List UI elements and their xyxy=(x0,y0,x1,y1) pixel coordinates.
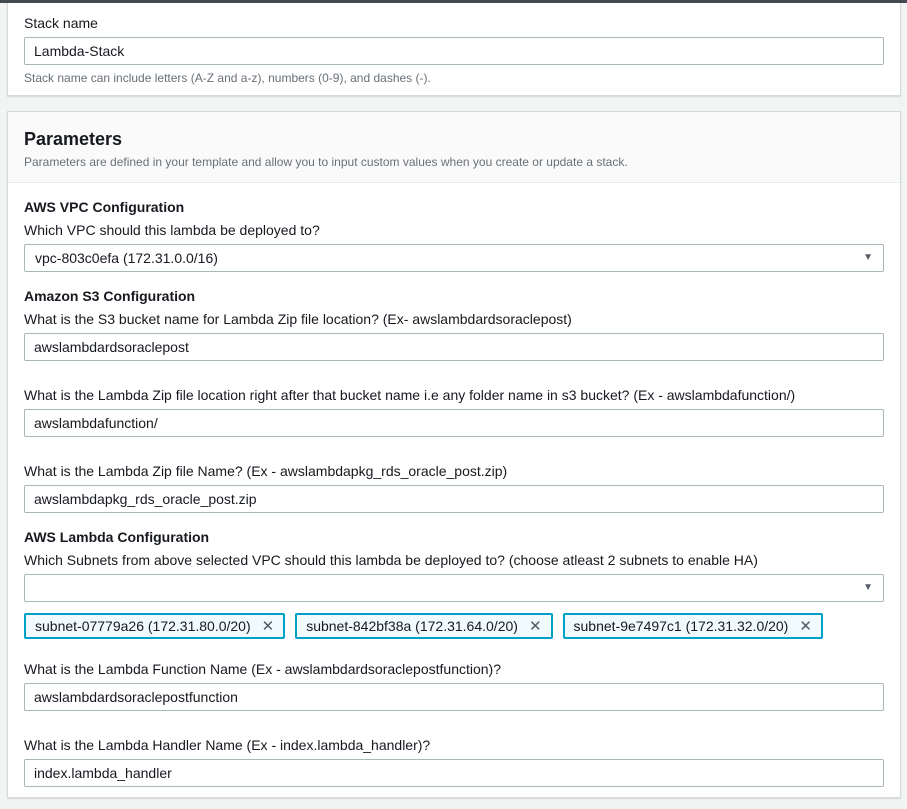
subnet-token-list xyxy=(24,613,884,639)
handler-name-input[interactable] xyxy=(24,759,884,787)
subnets-select[interactable] xyxy=(24,574,884,602)
vpc-config-heading: AWS VPC Configuration xyxy=(24,199,185,215)
vpc-question: Which VPC should this lambda be deployed to? xyxy=(24,222,320,238)
subnet-token-label: subnet-07779a26 (172.31.80.0/20) xyxy=(35,618,251,634)
remove-subnet-button[interactable] xyxy=(799,619,812,634)
close-icon: ✕ xyxy=(261,617,275,635)
dropdown-caret-icon: ▼ xyxy=(863,582,873,593)
dropdown-caret-icon: ▼ xyxy=(863,252,873,263)
parameters-description: Parameters are defined in your template and allow you to input custom values when you create or update a stack. xyxy=(24,155,628,169)
zip-location-input[interactable] xyxy=(24,409,884,437)
vpc-select[interactable] xyxy=(24,244,884,272)
parameters-header xyxy=(8,112,900,183)
remove-subnet-button[interactable] xyxy=(262,619,275,634)
subnet-token xyxy=(563,613,823,639)
subnet-token-label: subnet-9e7497c1 (172.31.32.0/20) xyxy=(573,618,789,634)
parameters-card xyxy=(7,111,901,798)
subnet-token xyxy=(24,613,285,639)
vpc-select-value: vpc-803c0efa (172.31.0.0/16) xyxy=(35,250,218,266)
function-name-question: What is the Lambda Function Name (Ex - awslambdardsoraclepostfunction)? xyxy=(24,661,501,677)
close-icon: ✕ xyxy=(799,617,812,635)
page-body xyxy=(0,3,907,809)
card-gap xyxy=(7,96,901,111)
subnet-token-label: subnet-842bf38a (172.31.64.0/20) xyxy=(306,618,518,634)
stack-name-helper: Stack name can include letters (A-Z and a-z), numbers (0-9), and dashes (-). xyxy=(24,71,431,85)
function-name-input[interactable] xyxy=(24,683,884,711)
stack-name-label: Stack name xyxy=(24,15,98,31)
parameters-content xyxy=(8,183,900,797)
s3-bucket-input[interactable] xyxy=(24,333,884,361)
s3-bucket-question: What is the S3 bucket name for Lambda Zip file location? (Ex- awslambdardsoraclepost) xyxy=(24,311,572,327)
parameters-title: Parameters xyxy=(24,129,123,149)
lambda-config-heading: AWS Lambda Configuration xyxy=(24,529,210,545)
s3-config-heading: Amazon S3 Configuration xyxy=(24,288,196,304)
zip-location-question: What is the Lambda Zip file location right after that bucket name i.e any folder name in s3 bucket? (Ex - awslambdafunction/) xyxy=(24,387,796,403)
subnets-question: Which Subnets from above selected VPC should this lambda be deployed to? (choose atleast 2 subnets to enable HA) xyxy=(24,552,758,568)
stack-name-input[interactable] xyxy=(24,37,884,65)
remove-subnet-button[interactable] xyxy=(529,619,542,634)
close-icon: ✕ xyxy=(528,617,542,635)
subnet-token xyxy=(295,613,552,639)
zip-name-input[interactable] xyxy=(24,485,884,513)
stack-name-card xyxy=(7,3,901,96)
zip-name-question: What is the Lambda Zip file Name? (Ex - awslambdapkg_rds_oracle_post.zip) xyxy=(24,463,508,479)
handler-name-question: What is the Lambda Handler Name (Ex - index.lambda_handler)? xyxy=(24,737,431,753)
